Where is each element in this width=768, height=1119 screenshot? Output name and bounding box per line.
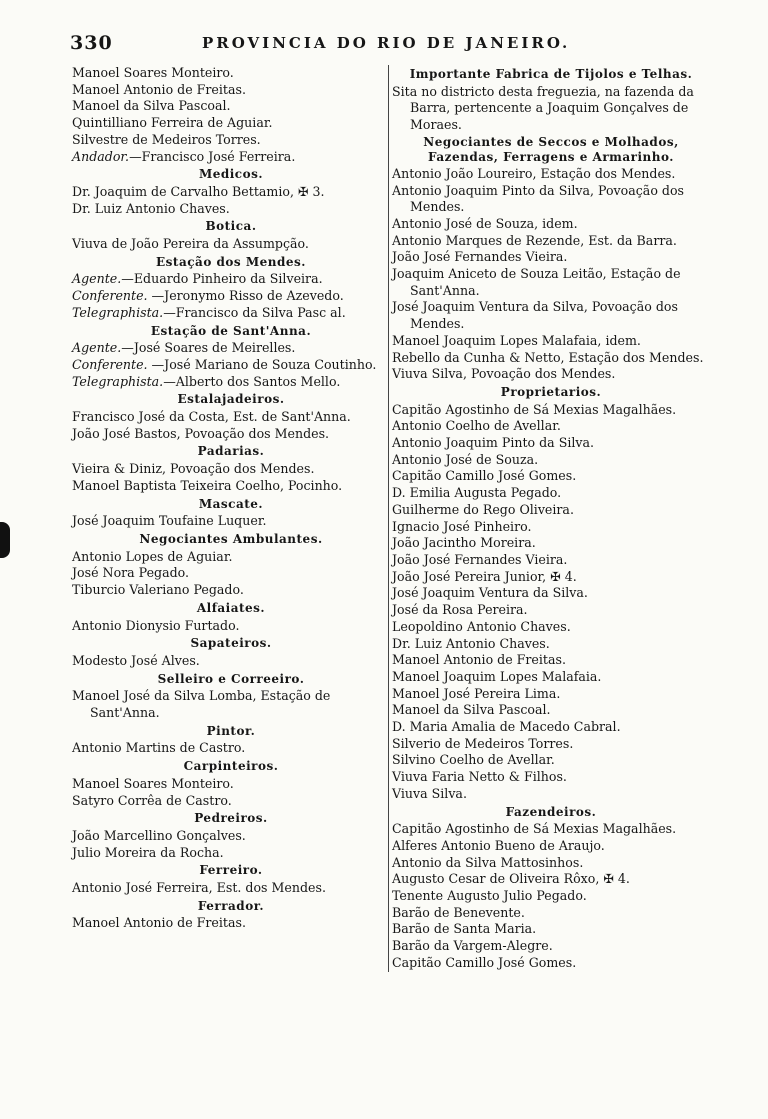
list-item: Tenente Augusto Julio Pegado.	[392, 888, 587, 904]
list-item: João José Fernandes Vieira.	[392, 249, 568, 265]
left-column	[72, 65, 390, 932]
list-item: João José Bastos, Povoação dos Mendes.	[72, 425, 330, 441]
section-heading-medicos: Medicos.	[198, 167, 264, 182]
station-entry	[72, 305, 390, 322]
list-item: Capitão Agostinho de Sá Mexias Magalhães.	[392, 821, 677, 837]
page-edge-mark	[0, 522, 10, 558]
section-heading-carpinteiros: Carpinteiros.	[183, 759, 279, 774]
role-label: Telegraphista.	[72, 373, 164, 389]
list-item: Antonio José Ferreira, Est. dos Mendes.	[72, 880, 326, 896]
list-item: Manoel Antonio de Freitas.	[72, 81, 246, 97]
list-item: Capitão Agostinho de Sá Mexias Magalhães.	[392, 401, 677, 417]
entry-text: —Jeronymo Risso de Azevedo.	[147, 288, 344, 304]
list-item: Dr. Luiz Antonio Chaves.	[72, 200, 230, 216]
list-item: Francisco José da Costa, Est. de Sant'Anna.	[72, 409, 351, 425]
list-item: Leopoldino Antonio Chaves.	[392, 618, 571, 634]
running-title: PROVINCIA DO RIO DE JANEIRO.	[202, 34, 571, 52]
section-heading-pedreiros: Pedreiros.	[194, 811, 268, 826]
list-item: Augusto Cesar de Oliveira Rôxo, ✠ 4.	[392, 871, 630, 887]
list-item: Barão de Benevente.	[392, 904, 525, 920]
entry-text: —Alberto dos Santos Mello.	[163, 373, 341, 389]
list-item: Antonio Joaquim Pinto da Silva, Povoação dos Mendes.	[392, 182, 685, 215]
list-item: Rebello da Cunha & Netto, Estação dos Mendes.	[392, 349, 704, 365]
list-item: Satyro Corrêa de Castro.	[72, 792, 232, 808]
station-entry	[72, 288, 390, 305]
list-item: Dr. Luiz Antonio Chaves.	[392, 635, 550, 651]
list-item: Antonio Martins de Castro.	[72, 740, 246, 756]
station-entry	[72, 374, 390, 391]
list-item: Antonio Marques de Rezende, Est. da Barra.	[392, 232, 677, 248]
list-item: Antonio Joaquim Pinto da Silva.	[392, 435, 594, 451]
list-item: Antonio João Loureiro, Estação dos Mendes.	[392, 165, 676, 181]
list-item: Antonio José de Souza.	[392, 451, 539, 467]
page-header	[70, 30, 710, 54]
list-item: Joaquim Aniceto de Souza Leitão, Estação de Sant'Anna.	[392, 266, 681, 298]
right-column	[388, 65, 710, 972]
list-item: Alferes Antonio Bueno de Araujo.	[392, 837, 605, 853]
andador-entry	[72, 149, 390, 166]
list-item: José Joaquim Ventura da Silva, Povoação dos Mendes.	[392, 299, 678, 332]
list-item: Manoel Joaquim Lopes Malafaia, idem.	[392, 332, 641, 348]
section-heading-sapateiros: Sapateiros.	[190, 636, 272, 651]
list-item: Ignacio José Pinheiro.	[392, 518, 532, 534]
section-heading-fazendeiros: Fazendeiros.	[505, 804, 597, 819]
list-item: Manoel Soares Monteiro.	[72, 775, 234, 791]
list-item: Silverio de Medeiros Torres.	[392, 735, 574, 751]
list-item: José Nora Pegado.	[72, 565, 190, 581]
section-heading-ferrador: Ferrador.	[197, 898, 265, 913]
list-item: D. Maria Amalia de Macedo Cabral.	[392, 719, 621, 735]
section-heading-padarias: Padarias.	[197, 444, 265, 459]
list-item: Manoel Baptista Teixeira Coelho, Pocinho.	[72, 477, 343, 493]
list-item: João Marcellino Gonçalves.	[72, 827, 246, 843]
list-item: Capitão Camillo José Gomes.	[392, 468, 577, 484]
entry-text: —Eduardo Pinheiro da Silveira.	[121, 271, 323, 287]
list-item: Capitão Camillo José Gomes.	[392, 954, 577, 970]
section-heading-ambulantes: Negociantes Ambulantes.	[139, 531, 323, 546]
list-item: Manoel José Pereira Lima.	[392, 685, 561, 701]
list-item: Vieira & Diniz, Povoação dos Mendes.	[72, 461, 315, 477]
list-item: Silvino Coelho de Avellar.	[392, 752, 555, 768]
list-item: Antonio Lopes de Aguiar.	[72, 548, 233, 564]
page-number: 330	[70, 32, 113, 54]
list-item: Viuva de João Pereira da Assumpção.	[72, 236, 309, 252]
list-item: João Jacintho Moreira.	[392, 535, 536, 551]
list-item: Antonio da Silva Mattosinhos.	[392, 854, 584, 870]
section-heading-mascate: Mascate.	[198, 496, 264, 511]
list-item: Manoel Antonio de Freitas.	[392, 652, 566, 668]
entry-text: —José Soares de Meirelles.	[121, 340, 296, 356]
list-item: João José Pereira Junior, ✠ 4.	[392, 568, 577, 584]
station-entry	[72, 357, 390, 374]
list-item: Manoel Antonio de Freitas.	[72, 915, 246, 931]
list-item: Manoel José da Silva Lomba, Estação de Sant'Anna.	[72, 688, 331, 721]
list-item: Antonio Coelho de Avellar.	[392, 418, 561, 434]
role-label: Conferente.	[72, 288, 148, 304]
role-label: Conferente.	[72, 356, 148, 372]
section-heading-proprietarios: Proprietarios.	[500, 384, 602, 399]
list-item: Tiburcio Valeriano Pegado.	[72, 582, 244, 598]
section-heading-selleiro: Selleiro e Correeiro.	[157, 671, 305, 686]
list-item: Manoel Soares Monteiro.	[72, 65, 234, 80]
list-item: Quintilliano Ferreira de Aguiar.	[72, 115, 273, 131]
list-item: Guilherme do Rego Oliveira.	[392, 501, 574, 517]
list-item: Silvestre de Medeiros Torres.	[72, 131, 261, 147]
list-item: José Joaquim Toufaine Luquer.	[72, 513, 267, 529]
list-item: Dr. Joaquim de Carvalho Bettamio, ✠ 3.	[72, 183, 325, 199]
list-item: Antonio José de Souza, idem.	[392, 215, 578, 231]
role-label: Agente.	[72, 271, 122, 287]
fabrica-description: Sita no districto desta freguezia, na fazenda da Barra, pertencente a Joaquim Gonçalves de Moraes.	[392, 83, 694, 133]
list-item: Barão da Vargem-Alegre.	[392, 938, 553, 954]
station-entry	[72, 271, 390, 288]
section-heading-fabrica: Importante Fabrica de Tijolos e Telhas.	[409, 67, 693, 81]
section-heading-ferreiro: Ferreiro.	[199, 863, 263, 878]
section-heading-mendes-station: Estação dos Mendes.	[156, 254, 306, 269]
list-item: Julio Moreira da Rocha.	[72, 844, 224, 860]
entry-text: —Francisco José Ferreira.	[129, 148, 296, 164]
list-item: José Joaquim Ventura da Silva.	[392, 585, 588, 601]
list-item: José da Rosa Pereira.	[392, 602, 528, 618]
entry-text: —José Mariano de Souza Coutinho.	[147, 356, 377, 372]
list-item: João José Fernandes Vieira.	[392, 551, 568, 567]
list-item: Modesto José Alves.	[72, 652, 200, 668]
entry-text: —Francisco da Silva Pasc al.	[163, 304, 346, 320]
list-item: Viuva Faria Netto & Filhos.	[392, 769, 567, 785]
list-item: Manoel da Silva Pascoal.	[72, 98, 231, 114]
section-heading-pintor: Pintor.	[206, 723, 256, 738]
list-item: Manoel Joaquim Lopes Malafaia.	[392, 668, 602, 684]
section-heading-alfaiates: Alfaiates.	[196, 600, 266, 615]
section-heading-estalajadeiros: Estalajadeiros.	[177, 392, 285, 407]
role-label: Andador.	[72, 148, 130, 164]
section-heading-santanna-station: Estação de Sant'Anna.	[150, 323, 312, 338]
role-label: Telegraphista.	[72, 304, 164, 320]
list-item: Barão de Santa Maria.	[392, 921, 537, 937]
station-entry	[72, 340, 390, 357]
role-label: Agente.	[72, 340, 122, 356]
list-item: Manoel da Silva Pascoal.	[392, 702, 551, 718]
list-item: Viuva Silva, Povoação dos Mendes.	[392, 366, 616, 382]
list-item: Antonio Dionysio Furtado.	[72, 617, 240, 633]
list-item: Viuva Silva.	[392, 785, 467, 801]
section-heading-botica: Botica.	[205, 219, 257, 234]
section-heading-negociantes: Negociantes de Seccos e Molhados, Fazendas, Ferragens e Armarinho.	[423, 134, 679, 164]
list-item: D. Emilia Augusta Pegado.	[392, 485, 562, 501]
